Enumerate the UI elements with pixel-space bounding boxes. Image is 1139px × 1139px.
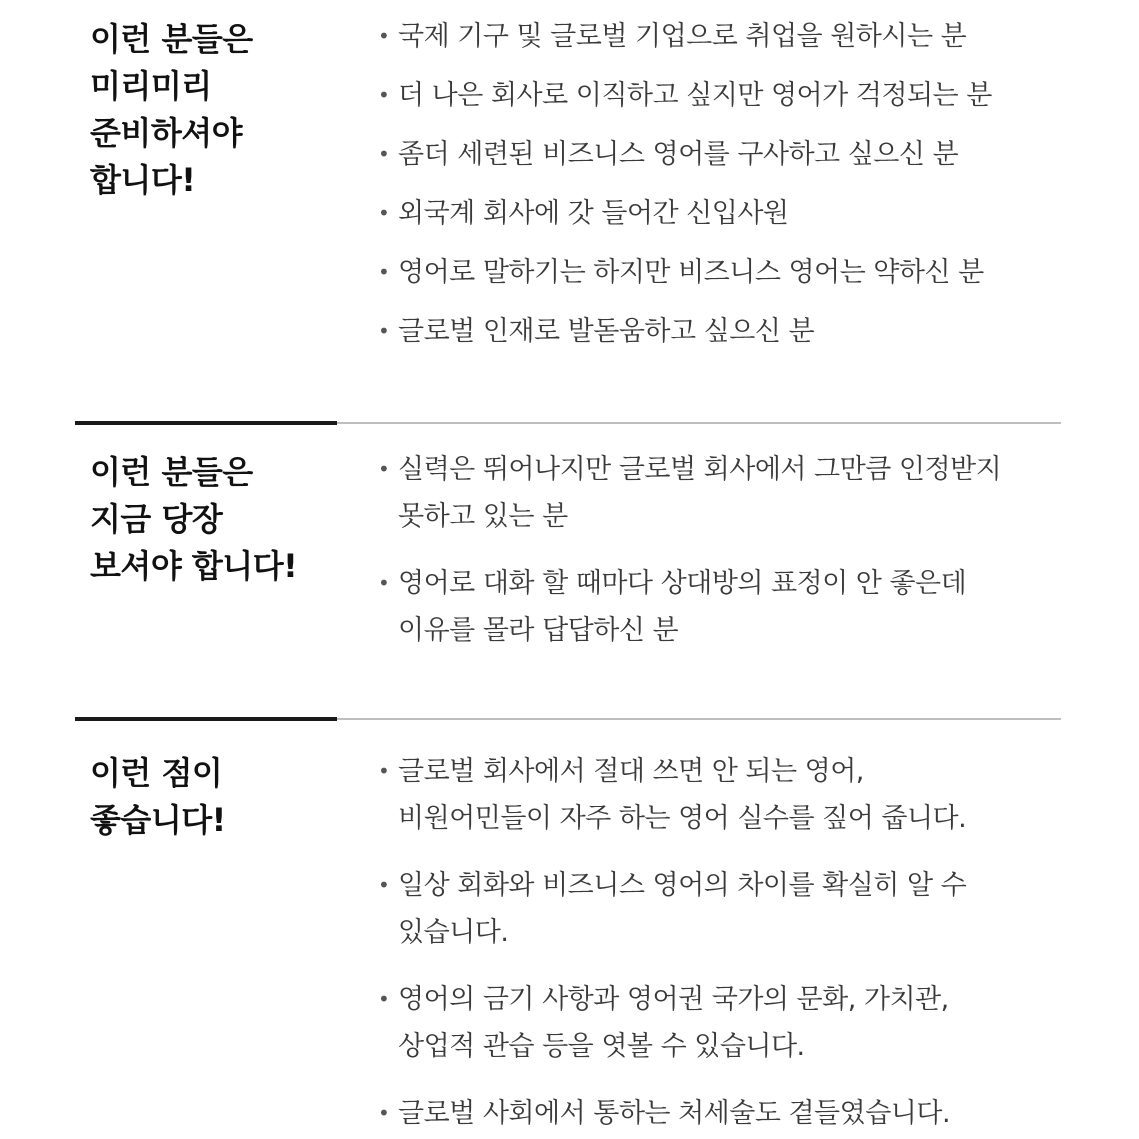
item-text: 더 나은 회사로 이직하고 싶지만 영어가 걱정되는 분 (398, 80, 992, 111)
item-text: 상업적 관습 등을 엿볼 수 있습니다. (398, 1031, 805, 1062)
section-divider (75, 422, 1061, 424)
item-text: 글로벌 회사에서 절대 쓰면 안 되는 영어, (398, 756, 864, 787)
bullet-icon: • (378, 571, 390, 595)
bullet-icon: • (378, 1101, 390, 1125)
heading-line: 이런 점이 (90, 754, 223, 792)
item-text: 국제 기구 및 글로벌 기업으로 취업을 원하시는 분 (398, 21, 967, 52)
bullet-icon: • (378, 260, 390, 284)
item-text: 실력은 뛰어나지만 글로벌 회사에서 그만큼 인정받지 (398, 454, 1002, 485)
list-item (378, 862, 1078, 956)
list-item (378, 190, 1078, 237)
divider-accent (75, 717, 337, 721)
list-item (378, 131, 1078, 178)
heading-line: 준비하셔야 (90, 114, 243, 152)
item-text: 좀더 세련된 비즈니스 영어를 구사하고 싶으신 분 (398, 139, 959, 170)
bullet-icon: • (378, 24, 390, 48)
divider-accent (75, 421, 337, 425)
section-divider (75, 718, 1061, 720)
item-text: 외국계 회사에 갓 들어간 신입사원 (398, 198, 789, 229)
item-text: 영어로 말하기는 하지만 비즈니스 영어는 약하신 분 (398, 257, 984, 288)
bullet-list (378, 446, 1078, 654)
item-text: 있습니다. (398, 917, 509, 948)
heading-line: 이런 분들은 (90, 20, 253, 58)
list-item (378, 13, 1078, 60)
section-heading (90, 16, 360, 204)
list-item (378, 72, 1078, 119)
item-text: 글로벌 인재로 발돋움하고 싶으신 분 (398, 316, 815, 347)
heading-line: 보셔야 합니다! (90, 547, 298, 585)
bullet-icon: • (378, 873, 390, 897)
bullet-icon: • (378, 987, 390, 1011)
list-item (378, 1090, 1078, 1137)
bullet-icon: • (378, 319, 390, 343)
bullet-icon: • (378, 201, 390, 225)
heading-line: 지금 당장 (90, 500, 223, 538)
item-text: 못하고 있는 분 (398, 501, 568, 532)
bullet-icon: • (378, 83, 390, 107)
heading-line: 합니다! (90, 161, 196, 199)
list-item (378, 560, 1078, 654)
bullet-icon: • (378, 457, 390, 481)
list-item (378, 976, 1078, 1070)
bullet-icon: • (378, 759, 390, 783)
bullet-icon: • (378, 142, 390, 166)
item-text: 영어의 금기 사항과 영어권 국가의 문화, 가치관, (398, 984, 949, 1015)
item-text: 영어로 대화 할 때마다 상대방의 표정이 안 좋은데 (398, 568, 967, 599)
bullet-list (378, 13, 1078, 355)
item-text: 이유를 몰라 답답하신 분 (398, 615, 679, 646)
bullet-list (378, 748, 1078, 1137)
item-text: 일상 회화와 비즈니스 영어의 차이를 확실히 알 수 (398, 870, 967, 901)
heading-line: 좋습니다! (90, 801, 226, 839)
section-heading (90, 449, 360, 590)
list-item (378, 446, 1078, 540)
item-text: 글로벌 사회에서 통하는 처세술도 곁들였습니다. (398, 1098, 951, 1129)
list-item (378, 748, 1078, 842)
item-text: 비원어민들이 자주 하는 영어 실수를 짚어 줍니다. (398, 803, 967, 834)
section-heading (90, 750, 360, 844)
heading-line: 이런 분들은 (90, 453, 253, 491)
list-item (378, 308, 1078, 355)
list-item (378, 249, 1078, 296)
heading-line: 미리미리 (90, 67, 212, 105)
